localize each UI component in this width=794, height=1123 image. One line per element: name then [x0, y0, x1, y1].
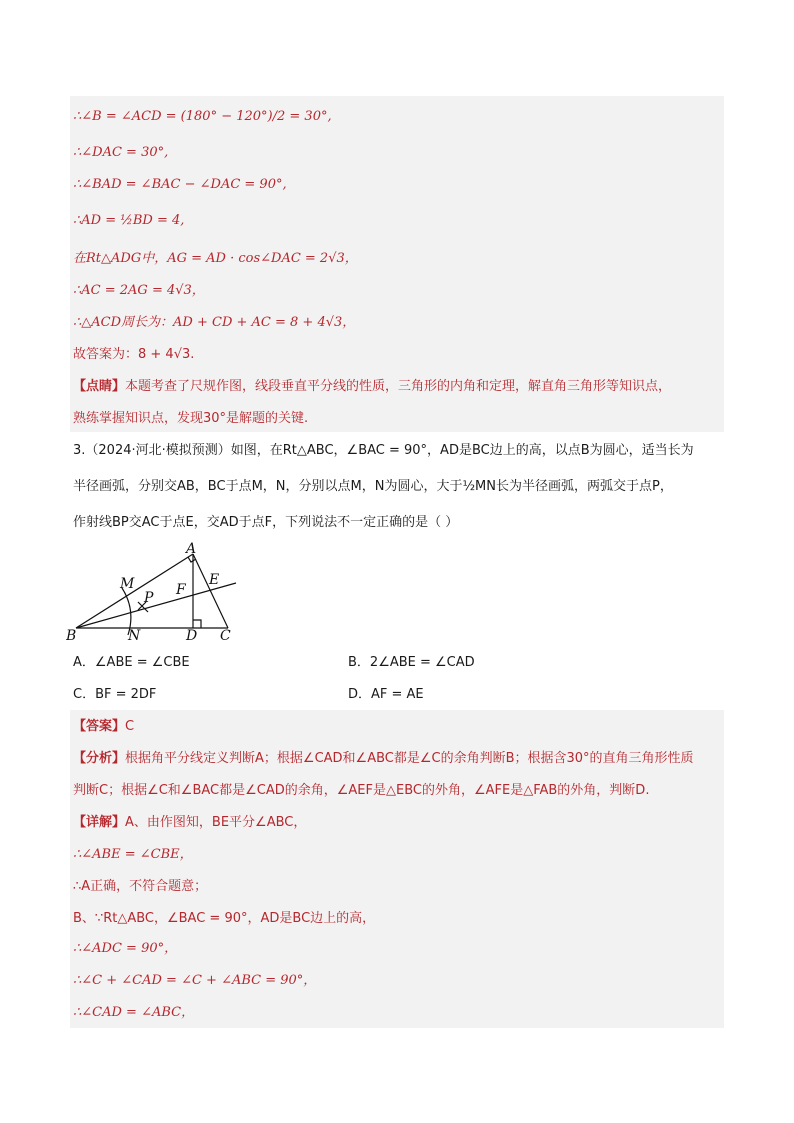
option-a: A．∠ABE = ∠CBE [73, 655, 190, 670]
question-line-1: 3.（2024·河北·模拟预测）如图，在Rt△ABC，∠BAC = 90°，AD是BC边上的高，以点B为圆心，适当长为 [73, 443, 694, 458]
prev-line-7: ∴△ACD周长为：AD + CD + AC = 8 + 4√3， [73, 315, 356, 330]
detail-line-7: ∴∠CAD = ∠ABC， [73, 1005, 195, 1020]
detail-line-6: ∴∠C + ∠CAD = ∠C + ∠ABC = 90°， [73, 973, 317, 988]
option-c: C．BF = 2DF [73, 687, 157, 702]
detail-line-5: ∴∠ADC = 90°， [73, 941, 178, 956]
comment-line-1 [73, 378, 671, 396]
detail-text-1: A、由作图知，BE平分∠ABC， [125, 815, 307, 830]
comment-line-2: 熟练掌握知识点，发现30°是解题的关键. [73, 411, 309, 426]
prev-line-3: ∴∠BAD = ∠BAC − ∠DAC = 90°, [73, 177, 287, 192]
answer-value: C [125, 719, 135, 734]
answer-tag: 【答案】 [73, 719, 126, 734]
prev-line-5: 在Rt△ADG中，AG = AD · cos∠DAC = 2√3， [73, 251, 358, 266]
analysis-tag: 【分析】 [73, 751, 126, 766]
label-m: M [120, 576, 135, 592]
answer-line [73, 718, 134, 736]
label-a: A [186, 541, 197, 557]
prev-line-6: ∴AC = 2AG = 4√3， [73, 283, 205, 298]
question-line-2: 半径画弧，分别交AB，BC于点M，N，分别以点M，N为圆心，大于½MN长为半径画弧，两弧交于点P， [73, 479, 673, 494]
comment-tag: 【点睛】 [73, 379, 126, 394]
comment-text-1: 本题考查了尺规作图，线段垂直平分线的性质，三角形的内角和定理，解直角三角形等知识点， [125, 379, 672, 394]
analysis-line-1 [73, 750, 694, 768]
option-b: B．2∠ABE = ∠CAD [348, 655, 475, 670]
detail-line-1 [73, 814, 306, 832]
label-f: F [176, 582, 186, 598]
prev-line-8: 故答案为：8 + 4√3. [73, 347, 195, 362]
prev-line-2: ∴∠DAC = 30°, [73, 145, 169, 160]
detail-line-3: ∴A正确，不符合题意； [73, 879, 208, 894]
label-b: B [66, 628, 77, 644]
label-n: N [128, 628, 141, 644]
question-line-3: 作射线BP交AC于点E，交AD于点F，下列说法不一定正确的是（ ） [73, 515, 459, 530]
detail-tag: 【详解】 [73, 815, 126, 830]
prev-line-1: ∴∠B = ∠ACD = (180° − 120°)/2 = 30°, [73, 109, 332, 124]
geometry-figure [66, 540, 246, 644]
option-d: D．AF = AE [348, 687, 424, 702]
analysis-text-1: 根据角平分线定义判断A；根据∠CAD和∠ABC都是∠C的余角判断B；根据含30°的直角三角形性质 [125, 751, 694, 766]
detail-line-4: B、∵Rt△ABC，∠BAC = 90°，AD是BC边上的高， [73, 911, 376, 926]
label-e: E [209, 572, 220, 588]
label-c: C [220, 628, 231, 644]
prev-line-4: ∴AD = ½BD = 4, [73, 213, 185, 228]
analysis-line-2: 判断C；根据∠C和∠BAC都是∠CAD的余角，∠AEF是△EBC的外角，∠AFE是△FAB的外角，判断D. [73, 783, 650, 798]
label-d: D [186, 628, 198, 644]
label-p: P [144, 590, 154, 606]
detail-line-2: ∴∠ABE = ∠CBE， [73, 847, 193, 862]
